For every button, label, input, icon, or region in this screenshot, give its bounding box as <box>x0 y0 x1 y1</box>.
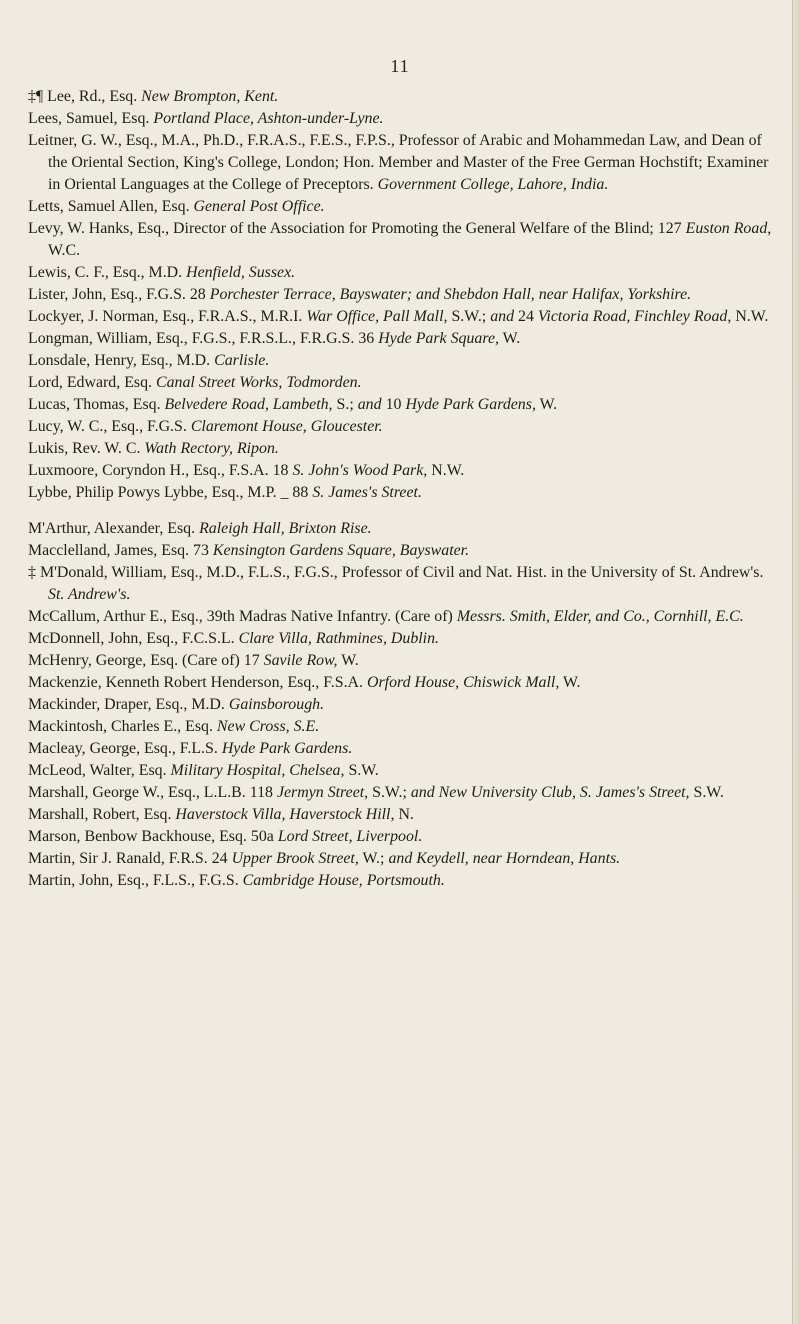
list-item <box>28 130 778 196</box>
list-item <box>28 518 778 540</box>
page-number: 11 <box>390 56 410 76</box>
list-item <box>28 672 778 694</box>
entry-name: Lees, Samuel, Esq. <box>28 110 150 127</box>
list-item <box>28 108 778 130</box>
entry-name: S.; <box>336 396 354 413</box>
entry-address: New Cross, S.E. <box>216 718 320 735</box>
list-item <box>28 760 778 782</box>
entry-name: McHenry, George, Esq. (Care of) 17 <box>28 652 260 669</box>
list-item <box>28 562 778 606</box>
entry-address: Military Hospital, Chelsea, <box>170 762 345 779</box>
entry-name: S.W.; <box>372 784 407 801</box>
entry-address: Government College, Lahore, India. <box>377 176 609 193</box>
entry-name: N. <box>398 806 414 823</box>
entry-name: S.W. <box>693 784 724 801</box>
page-edge-line <box>792 0 793 1324</box>
entry-address: Haverstock Villa, Haverstock Hill, <box>175 806 395 823</box>
entry-address: S. James's Street. <box>312 484 422 501</box>
entry-name: Martin, John, Esq., F.L.S., F.G.S. <box>28 872 239 889</box>
entry-name: Mackinder, Draper, Esq., M.D. <box>28 696 225 713</box>
entry-address: Messrs. Smith, Elder, and Co., Cornhill, E.C. <box>456 608 744 625</box>
entry-name: S.W. <box>348 762 379 779</box>
entry-name: Mackintosh, Charles E., Esq. <box>28 718 213 735</box>
entry-name: N.W. <box>735 308 769 325</box>
list-item <box>28 804 778 826</box>
entry-name: W. <box>539 396 558 413</box>
list-item <box>28 196 778 218</box>
list-item <box>28 540 778 562</box>
entry-address: and <box>357 396 382 413</box>
entry-name: Lucy, W. C., Esq., F.G.S. <box>28 418 187 435</box>
entry-name: Marson, Benbow Backhouse, Esq. 50a <box>28 828 274 845</box>
entry-name: Lister, John, Esq., F.G.S. 28 <box>28 286 206 303</box>
entry-address: Kensington Gardens Square, Bayswater. <box>212 542 470 559</box>
entry-address: Belvedere Road, Lambeth, <box>164 396 333 413</box>
list-item <box>28 650 778 672</box>
entry-address: and Keydell, near Horndean, Hants. <box>388 850 621 867</box>
list-item <box>28 716 778 738</box>
entry-address: Savile Row, <box>263 652 338 669</box>
entry-name: Leitner, G. W., Esq., M.A., Ph.D., F.R.A.S., F.E.S., F.P.S., Professor of Arabic and Mohammedan Law, and Dean of the Oriental Section, King's College, London; Hon. Member and Master of the Free German Hochstift; Examiner in Oriental Languages at the College of Preceptors. <box>28 132 769 193</box>
entry-address: Carlisle. <box>214 352 270 369</box>
list-item <box>28 394 778 416</box>
entry-name: S.W.; <box>451 308 487 325</box>
list-item <box>28 826 778 848</box>
list-item <box>28 284 778 306</box>
entry-name: McLeod, Walter, Esq. <box>28 762 167 779</box>
entry-name: McDonnell, John, Esq., F.C.S.L. <box>28 630 235 647</box>
entry-name: Macclelland, James, Esq. 73 <box>28 542 209 559</box>
entry-name: W. <box>502 330 521 347</box>
list-item <box>28 738 778 760</box>
list-item <box>28 438 778 460</box>
entry-name: Mackenzie, Kenneth Robert Henderson, Esq., F.S.A. <box>28 674 364 691</box>
list-item <box>28 306 778 328</box>
list-item <box>28 694 778 716</box>
entry-name: Martin, Sir J. Ranald, F.R.S. 24 <box>28 850 228 867</box>
entry-address: Henfield, Sussex. <box>186 264 296 281</box>
entry-name: Lukis, Rev. W. C. <box>28 440 141 457</box>
entry-name: Lord, Edward, Esq. <box>28 374 153 391</box>
entry-name: Longman, William, Esq., F.G.S., F.R.S.L., F.R.G.S. 36 <box>28 330 375 347</box>
entry-name: Lonsdale, Henry, Esq., M.D. <box>28 352 211 369</box>
entry-name: M'Donald, William, Esq., M.D., F.L.S., F.G.S., Professor of Civil and Nat. Hist. in the University of St. Andrew's. <box>39 564 764 581</box>
entry-address: Canal Street Works, Todmorden. <box>156 374 362 391</box>
entry-address: Porchester Terrace, Bayswater; and Shebdon Hall, near Halifax, Yorkshire. <box>209 286 692 303</box>
entry-mark: ‡¶ <box>28 88 44 105</box>
entry-address: Upper Brook Street, <box>231 850 359 867</box>
entry-address: Portland Place, Ashton-under-Lyne. <box>153 110 384 127</box>
list-item <box>28 848 778 870</box>
entry-name: Luxmoore, Coryndon H., Esq., F.S.A. 18 <box>28 462 289 479</box>
entry-name: N.W. <box>431 462 465 479</box>
list-item <box>28 372 778 394</box>
entry-name: Lockyer, J. Norman, Esq., F.R.A.S., M.R.I. <box>28 308 303 325</box>
list-item <box>28 416 778 438</box>
entry-address: Clare Villa, Rathmines, Dublin. <box>238 630 440 647</box>
entry-name: W.; <box>362 850 385 867</box>
entry-name: Lee, Rd., Esq. <box>47 88 138 105</box>
entry-name: Letts, Samuel Allen, Esq. <box>28 198 190 215</box>
entry-name: W.C. <box>48 242 81 259</box>
entry-address: War Office, Pall Mall, <box>306 308 448 325</box>
entry-address: Euston Road, <box>685 220 772 237</box>
entry-name: Lewis, C. F., Esq., M.D. <box>28 264 183 281</box>
entry-name: W. <box>341 652 359 669</box>
list-item <box>28 350 778 372</box>
entry-address: Orford House, Chiswick Mall, <box>367 674 560 691</box>
list-item <box>28 482 778 504</box>
entry-address: Wath Rectory, Ripon. <box>144 440 279 457</box>
list-item <box>28 262 778 284</box>
list-item <box>28 782 778 804</box>
list-item <box>28 628 778 650</box>
list-item <box>28 606 778 628</box>
entry-name: Marshall, Robert, Esq. <box>28 806 172 823</box>
entry-address: General Post Office. <box>193 198 325 215</box>
entry-address: Hyde Park Gardens, <box>405 396 536 413</box>
entry-address: and New University Club, S. James's Street, <box>410 784 690 801</box>
entry-name: 10 <box>385 396 402 413</box>
list-item <box>28 328 778 350</box>
entry-address: Cambridge House, Portsmouth. <box>242 872 445 889</box>
entry-name: Levy, W. Hanks, Esq., Director of the Association for Promoting the General Welfare of the Blind; 127 <box>28 220 682 237</box>
entry-name: Macleay, George, Esq., F.L.S. <box>28 740 218 757</box>
entry-address: Hyde Park Gardens. <box>221 740 353 757</box>
entry-name: Lucas, Thomas, Esq. <box>28 396 161 413</box>
entry-address: Jermyn Street, <box>276 784 369 801</box>
page-edge <box>792 0 800 1324</box>
entry-address: and <box>490 308 515 325</box>
entry-address: Victoria Road, Finchley Road, <box>537 308 732 325</box>
entry-address: Claremont House, Gloucester. <box>190 418 383 435</box>
entry-mark: ‡ <box>28 564 36 581</box>
entry-name: M'Arthur, Alexander, Esq. <box>28 520 196 537</box>
entry-address: New Brompton, Kent. <box>141 88 279 105</box>
entry-name: W. <box>563 674 581 691</box>
entry-address: Lord Street, Liverpool. <box>277 828 423 845</box>
entry-address: Hyde Park Square, <box>378 330 499 347</box>
list-item <box>28 86 778 108</box>
entry-name: Marshall, George W., Esq., L.L.B. 118 <box>28 784 273 801</box>
entry-address: S. John's Wood Park, <box>292 462 428 479</box>
list-item <box>28 460 778 482</box>
entry-name: Lybbe, Philip Powys Lybbe, Esq., M.P. _ 88 <box>28 484 309 501</box>
entry-address: St. Andrew's. <box>48 586 131 603</box>
list-item <box>28 218 778 262</box>
entry-address: Raleigh Hall, Brixton Rise. <box>199 520 372 537</box>
entry-name: 24 <box>518 308 534 325</box>
entry-name: McCallum, Arthur E., Esq., 39th Madras Native Infantry. (Care of) <box>28 608 453 625</box>
member-list <box>28 86 778 892</box>
list-item <box>28 870 778 892</box>
entry-address: Gainsborough. <box>228 696 325 713</box>
